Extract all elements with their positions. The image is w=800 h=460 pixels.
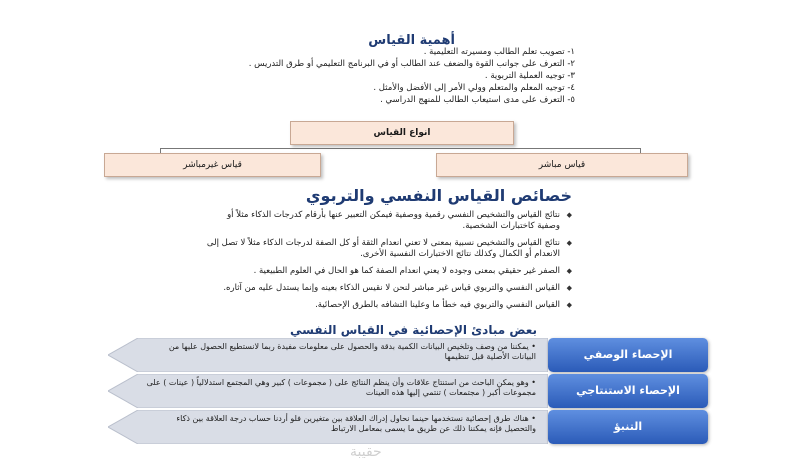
list-item: ◆ نتائج القياس والتشخيص نسبية بمعنى لا تعني انعدام الثقة أو كل الصفة لدرجات الذكاء مثلاً لا تصل إلى الانعدام أو الكمال وكذلك نتائج الاختبارات النفسية الأخرى. xyxy=(202,238,572,260)
list-item: ◆ نتائج القياس والتشخيص النفسي رقمية ووصفية فيمكن التعبير عنها بأرقام كدرجات الذكاء مثلاً أو وصفية كاختبارات الشخصية. xyxy=(202,210,572,232)
descriptive-stats-button[interactable]: الإحصاء الوصفي xyxy=(548,338,708,372)
list-item: ◆ القياس النفسي والتربوي فيه خطأ ما وعلينا التشافه بالطرق الإحصائية. xyxy=(202,300,572,311)
principle-text: • يمكننا من وصف وتلخيص البيانات الكمية بدقة والحصول على معلومات مفيدة ربما لانستطيع الحصول عليها من البيانات الأصلية قبل تنظيمها xyxy=(168,342,536,361)
inferential-stats-button[interactable]: الإحصاء الاستنتاجي xyxy=(548,374,708,408)
importance-list xyxy=(195,46,575,106)
principles-title: بعض مبادئ الإحصائية في القياس النفسي xyxy=(290,323,537,337)
list-item: ١- تصويب تعلم الطالب ومسيرته التعليمية . xyxy=(423,47,575,57)
characteristics-title: خصائص القياس النفسي والتربوي xyxy=(305,186,572,205)
list-item: ٢- التعرف على جوانب القوة والضعف عند الطالب أو في البرنامج التعليمي أو طرق التدريس . xyxy=(248,59,575,69)
diagram-connector xyxy=(160,148,640,149)
list-item: ٥- التعرف على مدى استيعاب الطالب للمنهج الدراسي . xyxy=(380,95,575,105)
list-item: ٣- توجيه العملية التربوية . xyxy=(484,71,575,81)
importance-title: أهمية القياس xyxy=(368,33,455,48)
list-item: ٤- توجيه المعلم والمتعلم وولي الأمر إلى الأفضل والأمثل . xyxy=(373,83,575,93)
principle-text: • وهو يمكن الباحث من استنتاج علاقات وأن ينظم النتائج على ( مجموعات ) كبير وهي المجتمع استدلالياً ( عينات ) على مجموعات أكبر ( مجتمعات ) تنتمي إليها هذه العينات xyxy=(146,378,536,397)
principle-text: • هناك طرق إحصائية نستخدمها حينما نحاول إدراك العلاقة بين متغيرين فلو أردنا حساب درجة العلاقة بين ذكاء والتحصيل فإنه يمكننا ذلك عن طريق ما يسمى بمعامل الارتباط xyxy=(176,414,536,433)
principle-row-inferential xyxy=(108,374,548,408)
principle-row-prediction xyxy=(108,410,548,444)
watermark: حقيبة xyxy=(350,444,382,460)
types-title-box: انواع القياس xyxy=(290,121,514,145)
direct-measure-box: قياس مباشر xyxy=(436,153,688,177)
indirect-measure-box: قياس غيرمباشر xyxy=(104,153,321,177)
list-item: ◆ الصفر غير حقيقي بمعنى وجوده لا يعني انعدام الصفة كما هو الحال في العلوم الطبيعية . xyxy=(202,266,572,277)
prediction-button[interactable]: التنبؤ xyxy=(548,410,708,444)
characteristics-list xyxy=(202,210,572,317)
list-item: ◆ القياس النفسي والتربوي قياس غير مباشر لنحن لا نقيس الذكاء بعينه وإنما يستدل عليه من آثاره. xyxy=(202,283,572,294)
principle-row-descriptive xyxy=(108,338,548,372)
